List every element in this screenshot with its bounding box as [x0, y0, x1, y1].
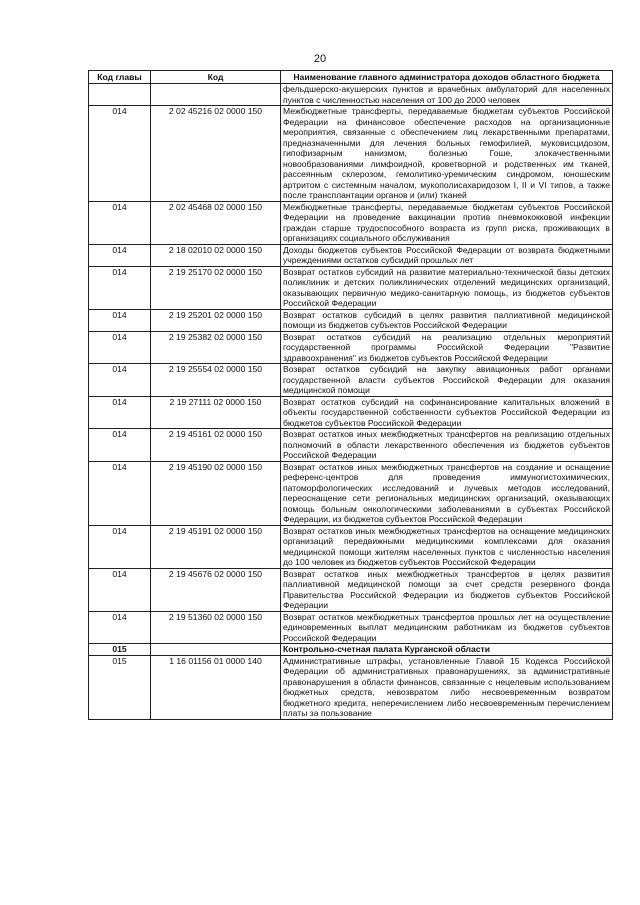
- cell-chapter-code: 014: [89, 309, 151, 331]
- table-header-row: [89, 71, 613, 84]
- cell-chapter-code: 014: [89, 429, 151, 462]
- cell-chapter-code: 014: [89, 331, 151, 364]
- cell-name: Межбюджетные трансферты, передаваемые бюджетам субъектов Российской Федерации на проведение вакцинации против пневмококковой инфекции граждан старше трудоспособного возраста из групп риска, проживающих в организациях социального обслуживания: [281, 201, 613, 244]
- cell-name: Контрольно-счетная палата Курганской области: [281, 644, 613, 656]
- table-row: [89, 331, 613, 364]
- cell-name: Возврат остатков субсидий на закупку авиационных работ органами государственной власти субъектов Российской Федерации для оказания медицинской помощи: [281, 364, 613, 397]
- cell-code: [151, 644, 281, 656]
- cell-chapter-code: 014: [89, 201, 151, 244]
- header-code: Код: [151, 71, 281, 84]
- cell-chapter-code: 014: [89, 568, 151, 611]
- cell-chapter-code: 014: [89, 106, 151, 202]
- table-row: [89, 461, 613, 525]
- cell-code: 2 19 45161 02 0000 150: [151, 429, 281, 462]
- cell-code: 2 19 27111 02 0000 150: [151, 396, 281, 429]
- cell-code: 2 02 45216 02 0000 150: [151, 106, 281, 202]
- table-row: [89, 364, 613, 397]
- cell-chapter-code: 014: [89, 396, 151, 429]
- cell-name: Возврат остатков субсидий в целях развития паллиативной медицинской помощи из бюджетов субъектов Российской Федерации: [281, 309, 613, 331]
- table-row: [89, 201, 613, 244]
- cell-code: 2 19 45191 02 0000 150: [151, 525, 281, 568]
- table-row: [89, 106, 613, 202]
- header-administrator-name: Наименование главного администратора доходов областного бюджета: [281, 71, 613, 84]
- cell-name: Возврат остатков иных межбюджетных трансфертов на оснащение медицинских организаций передвижными медицинскими комплексами для оказания медицинской помощи жителям населенных пунктов с численностью населения до 100 человек из бюджетов субъектов Российской Федерации: [281, 525, 613, 568]
- cell-name: Доходы бюджетов субъектов Российской Федерации от возврата бюджетными учреждениями остатков субсидий прошлых лет: [281, 244, 613, 266]
- cell-code: 2 19 45676 02 0000 150: [151, 568, 281, 611]
- cell-name: Возврат остатков иных межбюджетных трансфертов на реализацию отдельных полномочий в области лекарственного обеспечения из бюджетов субъектов Российской Федерации: [281, 429, 613, 462]
- cell-code: 2 19 25554 02 0000 150: [151, 364, 281, 397]
- page-number: 20: [313, 53, 327, 65]
- cell-chapter-code: 015: [89, 644, 151, 656]
- table-row: [89, 525, 613, 568]
- cell-chapter-code: 014: [89, 461, 151, 525]
- cell-name: Возврат остатков иных межбюджетных трансфертов в целях развития паллиативной медицинской помощи за счет средств резервного фонда Правительства Российской Федерации из бюджетов субъектов Российской Федерации: [281, 568, 613, 611]
- cell-code: 1 16 01156 01 0000 140: [151, 655, 281, 719]
- header-chapter-code: Код главы: [89, 71, 151, 84]
- cell-code: [151, 84, 281, 106]
- cell-name: Возврат остатков субсидий на реализацию отдельных мероприятий государственной программы Российской Федерации "Развитие здравоохранения" из бюджетов субъектов Российской Федерации: [281, 331, 613, 364]
- table-row: [89, 84, 613, 106]
- table-row: [89, 429, 613, 462]
- cell-chapter-code: [89, 84, 151, 106]
- cell-chapter-code: 014: [89, 364, 151, 397]
- cell-name: Возврат остатков субсидий на софинансирование капитальных вложений в объекты государственной собственности субъектов Российской Федерации из бюджетов субъектов Российской Федерации: [281, 396, 613, 429]
- cell-code: 2 19 51360 02 0000 150: [151, 611, 281, 644]
- cell-chapter-code: 014: [89, 525, 151, 568]
- cell-code: 2 19 25382 02 0000 150: [151, 331, 281, 364]
- cell-chapter-code: 015: [89, 655, 151, 719]
- cell-chapter-code: 014: [89, 266, 151, 309]
- cell-code: 2 18 02010 02 0000 150: [151, 244, 281, 266]
- table-row: [89, 611, 613, 644]
- cell-name: фельдшерско-акушерских пунктов и врачебных амбулаторий для населенных пунктов с численностью населения от 100 до 2000 человек: [281, 84, 613, 106]
- cell-chapter-code: 014: [89, 244, 151, 266]
- table-row: [89, 309, 613, 331]
- table-row: [89, 644, 613, 656]
- cell-name: Возврат остатков иных межбюджетных трансфертов на создание и оснащение референс-центров для проведения иммуногистохимических, патоморфологических исследований и лучевых методов исследований, переоснащение сети региональных медицинских организаций, оказывающих помощь больным онкологическими заболеваниями в субъектах Российской Федерации, из бюджетов субъектов Российской Федерации: [281, 461, 613, 525]
- cell-code: 2 19 25170 02 0000 150: [151, 266, 281, 309]
- table-row: [89, 266, 613, 309]
- cell-code: 2 19 25201 02 0000 150: [151, 309, 281, 331]
- cell-name: Возврат остатков межбюджетных трансфертов прошлых лет на осуществление единовременных выплат медицинским работникам из бюджетов субъектов Российской Федерации: [281, 611, 613, 644]
- budget-revenue-table: [88, 70, 613, 720]
- table-row: [89, 396, 613, 429]
- cell-name: Межбюджетные трансферты, передаваемые бюджетам субъектов Российской Федерации на финансовое обеспечение расходов на организационные мероприятия, связанные с обеспечением лиц лекарственными препаратами, предназначенными для лечения больных гемофилией, муковисцидозом, гипофизарным нанизмом, болезнью Гоше, злокачественными новообразованиями лимфоидной, кроветворной и родственных им тканей, рассеянным склерозом, гемолитико-уремическим синдромом, юношеским артритом с системным началом, мукополисахаридозом I, II и VI типов, а также после трансплантации органов и (или) тканей: [281, 106, 613, 202]
- cell-name: Возврат остатков субсидий на развитие материально-технической базы детских поликлиник и детских поликлинических отделений медицинских организаций, оказывающих первичную медико-санитарную помощь, из бюджетов субъектов Российской Федерации: [281, 266, 613, 309]
- table-row: [89, 655, 613, 719]
- cell-code: 2 19 45190 02 0000 150: [151, 461, 281, 525]
- table-row: [89, 244, 613, 266]
- cell-chapter-code: 014: [89, 611, 151, 644]
- table-row: [89, 568, 613, 611]
- cell-name: Административные штрафы, установленные Главой 15 Кодекса Российской Федерации об административных правонарушениях, за административные правонарушения в области финансов, связанные с нецелевым использованием бюджетных средств, невозвратом либо несвоевременным возвратом бюджетного кредита, неперечислением либо несвоевременным перечислением платы за пользование: [281, 655, 613, 719]
- cell-code: 2 02 45468 02 0000 150: [151, 201, 281, 244]
